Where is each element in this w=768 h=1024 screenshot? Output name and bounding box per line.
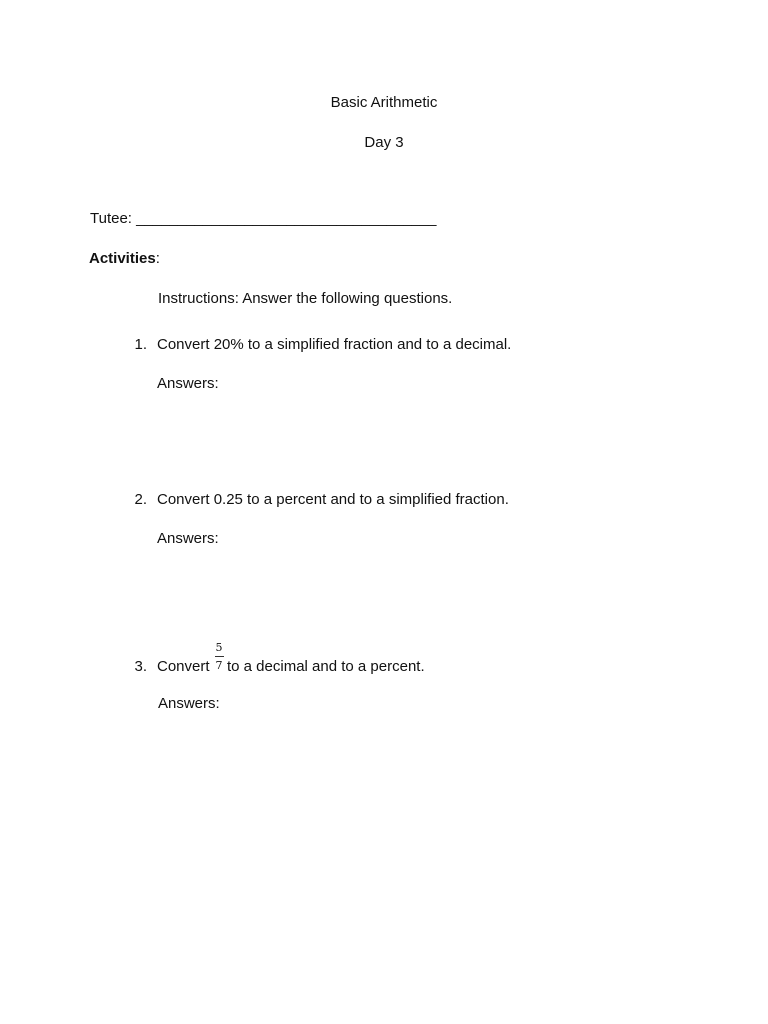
answer-label: Answers: bbox=[157, 530, 219, 547]
question-text: Convert 0.25 to a percent and to a simplified fraction. bbox=[157, 491, 509, 508]
fraction-numerator: 5 bbox=[215, 641, 223, 654]
question-number: 2. bbox=[134, 491, 147, 508]
answer-label: Answers: bbox=[158, 695, 220, 712]
document-title: Basic Arithmetic bbox=[330, 94, 438, 111]
tutee-line bbox=[90, 211, 436, 226]
activities-heading bbox=[89, 251, 160, 266]
fraction-denominator: 7 bbox=[215, 659, 223, 672]
tutee-label: Tutee: bbox=[90, 210, 137, 227]
activities-colon: : bbox=[155, 250, 160, 267]
question-text-before: Convert bbox=[157, 658, 210, 675]
question-number: 3. bbox=[134, 658, 147, 675]
document-subtitle: Day 3 bbox=[364, 134, 404, 151]
question-text: Convert 20% to a simplified fraction and to a decimal. bbox=[157, 336, 512, 353]
activities-label: Activities bbox=[89, 250, 156, 267]
instructions-text: Instructions: Answer the following questions. bbox=[158, 290, 453, 307]
tutee-blank[interactable]: ____________________________________ bbox=[136, 210, 437, 227]
answer-label: Answers: bbox=[157, 375, 219, 392]
question-text-after: to a decimal and to a percent. bbox=[227, 658, 425, 675]
question-number: 1. bbox=[134, 336, 147, 353]
fraction-bar bbox=[215, 656, 224, 657]
